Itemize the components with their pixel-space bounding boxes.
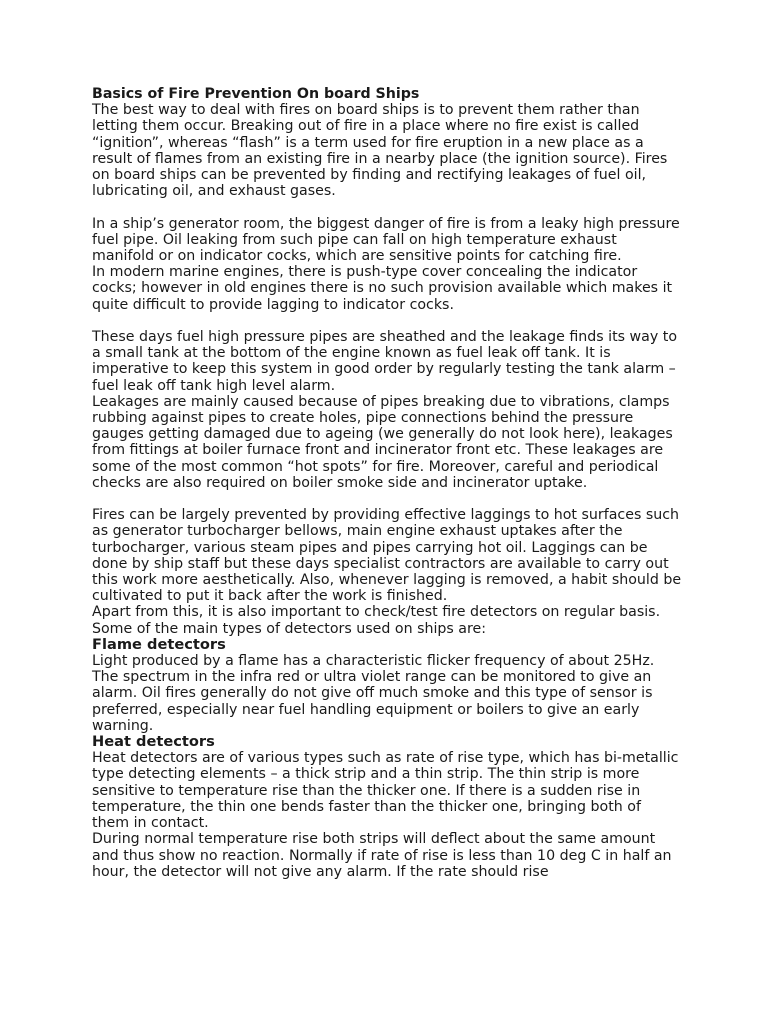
heading-flame-detectors: Flame detectors — [92, 635, 226, 653]
paragraph-leakages: Leakages are mainly caused because of pipes breaking due to vibrations, clamps rubbing against pipes to create holes, pipe connections behind the pressure gauges getting damaged due to ageing (we generally do not look here), leakages from fittings at boiler furnace front and incinerator front etc. These leakages are some of the most common “hot spots” for fire. Moreover, careful and periodical checks are also required on boiler smoke side and incinerator uptake. — [92, 393, 673, 491]
paragraph-spacer — [92, 313, 682, 329]
paragraph-modern-engines: In modern marine engines, there is push-type cover concealing the indicator cocks; however in old engines there is no such provision available which makes it quite difficult to provide lagging to indicator cocks. — [92, 264, 673, 313]
paragraph-flame-detectors: Light produced by a flame has a characteristic flicker frequency of about 25Hz. The spectrum in the infra red or ultra violet range can be monitored to give an alarm. Oil fires generally do not give off much smoke and this type of sensor is preferred, especially near fuel handling equipment or boilers to give an early warning. — [92, 653, 655, 734]
document-title: Basics of Fire Prevention On board Ships — [92, 86, 420, 102]
paragraph-intro: The best way to deal with fires on board ships is to prevent them rather than letting them occur. Breaking out of fire in a place where no fire exist is called “ignition”, whereas “flash” is a term used for fire eruption in a new place as a result of flames from an existing fire in a nearby place (the ignition source). Fires on board ships can be prevented by finding and rectifying leakages of fuel oil, lubricating oil, and exhaust gases. — [92, 102, 668, 200]
document-page — [92, 86, 682, 880]
paragraph-spacer — [92, 491, 682, 507]
paragraph-rate-of-rise: During normal temperature rise both strips will deflect about the same amount and thus show no reaction. Normally if rate of rise is less than 10 deg C in half an hour, the detector will not give any alarm. If the rate should rise — [92, 831, 672, 880]
paragraph-sheathed-pipes: These days fuel high pressure pipes are sheathed and the leakage finds its way to a small tank at the bottom of the engine known as fuel leak off tank. It is imperative to keep this system in good order by regularly testing the tank alarm – fuel leak off tank high level alarm. — [92, 329, 678, 394]
paragraph-detectors-intro: Apart from this, it is also important to check/test fire detectors on regular basis. Some of the main types of detectors used on ships are: — [92, 604, 661, 637]
paragraph-heat-detectors: Heat detectors are of various types such as rate of rise type, which has bi-metallic type detecting elements – a thick strip and a thin strip. The thin strip is more sensitive to temperature rise than the thicker one. If there is a sudden rise in temperature, the thin one bends faster than the thicker one, bringing both of them in contact. — [92, 750, 679, 832]
paragraph-laggings: Fires can be largely prevented by providing effective laggings to hot surfaces such as generator turbocharger bellows, main engine exhaust uptakes after the turbocharger, various steam pipes and pipes carrying hot oil. Laggings can be done by ship staff but these days specialist contractors are available to carry out this work more aesthetically. Also, whenever lagging is removed, a habit should be cultivated to put it back after the work is finished. — [92, 507, 682, 605]
heading-heat-detectors: Heat detectors — [92, 733, 215, 751]
paragraph-spacer — [92, 199, 682, 215]
paragraph-generator-room: In a ship’s generator room, the biggest danger of fire is from a leaky high pressure fuel pipe. Oil leaking from such pipe can fall on high temperature exhaust manifold or on indicator cocks, which are sensitive points for catching fire. — [92, 215, 680, 265]
